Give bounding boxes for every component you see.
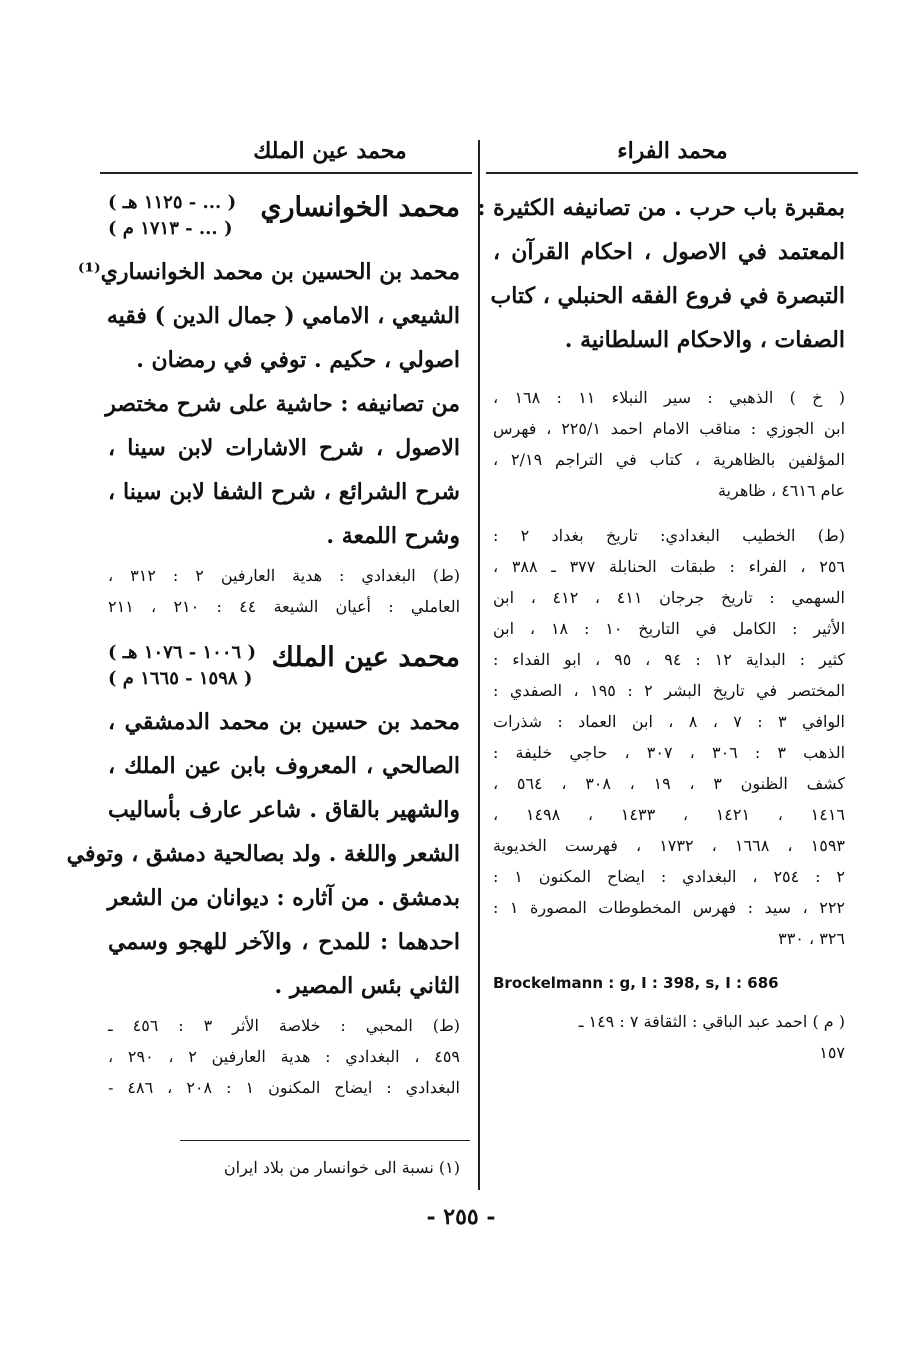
ref-line: ٣٢٦ ، ٣٣٠ <box>778 929 845 948</box>
column-divider <box>478 140 480 1190</box>
body-line: المعتمد في الاصول ، احكام القرآن ، <box>493 239 845 265</box>
ref-line: الذهب ٣ : ٣٠٦ ، ٣٠٧ ، حاجي خليفة : <box>493 743 846 762</box>
ref-line: السهمي : تاريخ جرجان ٤١١ ، ٤١٢ ، ابن <box>493 588 845 607</box>
body-line: شرح الشرائع ، شرح الشفا لابن سينا ، <box>108 479 460 505</box>
body-line: وشرح اللمعة . <box>326 523 460 549</box>
body-line: محمد بن الحسين بن محمد الخوانساري⁽¹⁾ <box>77 259 460 285</box>
dates-gregorian: ( ١٥٩٨ - ١٦٦٥ م ) <box>108 668 253 689</box>
ref-line: العاملي : أعيان الشيعة ٤٤ : ٢١٠ ، ٢١١ <box>108 597 461 616</box>
header-rule-right <box>486 172 858 174</box>
entry-heading-ayn-al-malik <box>108 634 460 700</box>
header-rule-left <box>100 172 472 174</box>
body-line: الشيعي ، الامامي ( جمال الدين ) فقيه <box>106 303 460 329</box>
ref-line: الوافي ٣ : ٧ ، ٨ ، ابن العماد : شذرات <box>493 712 845 731</box>
ref-line: البغدادي : ايضاح المكنون ١ : ٢٠٨ ، ٤٨٦ - <box>108 1078 461 1097</box>
right-refs-kh <box>493 382 845 506</box>
body-line: الصفات ، والاحكام السلطانية . <box>564 327 845 353</box>
body-line: الثاني بئس المصير . <box>274 973 460 999</box>
body-line: احدهما : للمدح ، والآخر للهجو وسمي <box>108 929 460 955</box>
entry-dates <box>108 640 256 692</box>
ref-line: ( م ) احمد عبد الباقي : الثقافة ٧ : ١٤٩ ـ <box>578 1012 845 1031</box>
body-line: التبصرة في فروع الفقه الحنبلي ، كتاب <box>490 283 845 309</box>
entry-name: محمد الخوانساري <box>260 192 460 223</box>
body-line: الصالحي ، المعروف بابن عين الملك ، <box>108 753 460 779</box>
entry-heading-khwansari <box>108 184 460 250</box>
entry-body <box>66 700 460 1008</box>
entry-refs <box>108 560 460 622</box>
ref-line: عام ٤٦١٦ ، ظاهرية <box>717 481 845 500</box>
entry-refs <box>108 1010 460 1103</box>
entry-dates <box>108 190 236 242</box>
ref-line: ( خ ) الذهبي : سير النبلاء ١١ : ١٦٨ ، <box>493 388 846 407</box>
right-column <box>477 186 846 1068</box>
ref-line: ١٥٩٣ ، ١٦٦٨ ، ١٧٣٢ ، فهرست الخديوية <box>493 836 845 855</box>
ref-line: ٤٥٩ ، البغدادي : هدية العارفين ٢ ، ٢٩٠ ، <box>108 1047 461 1066</box>
body-line: الشعر واللغة . ولد بصالحية دمشق ، وتوفي <box>66 841 460 867</box>
page-number: - ٢٥٥ - <box>426 1204 496 1230</box>
right-body <box>477 186 845 362</box>
body-line: والشهير بالقاق . شاعر عارف بأساليب <box>108 797 460 823</box>
right-refs-m <box>493 1006 845 1068</box>
ref-line: (ط) البغدادي : هدية العارفين ٢ : ٣١٢ ، <box>108 566 461 585</box>
ref-line: المؤلفين بالظاهرية ، كتاب في التراجم ٢/١٩ ، <box>493 450 845 469</box>
body-line: محمد بن حسين بن محمد الدمشقي ، <box>108 709 460 735</box>
footnote-rule <box>180 1140 470 1141</box>
body-line: بمقبرة باب حرب . من تصانيفه الكثيرة : <box>477 195 845 221</box>
footnote: (١) نسبة الى خوانسار من بلاد ايران <box>223 1158 460 1177</box>
brockelmann-ref: Brockelmann : g, I : 398, s, I : 686 <box>493 974 779 992</box>
dates-hijri: ( ... - ١١٢٥ هـ ) <box>108 192 237 213</box>
body-line: الاصول ، شرح الاشارات لابن سينا ، <box>108 435 460 461</box>
body-line: من تصانيفه : حاشية على شرح مختصر <box>105 391 460 417</box>
left-running-head: محمد عين الملك <box>253 138 407 164</box>
dates-gregorian: ( ... - ١٧١٣ م ) <box>108 218 233 239</box>
ref-line: (ط) الخطيب البغدادي: تاريخ بغداد ٢ : <box>493 526 845 545</box>
ref-line: ٢٢٢ ، سيد : فهرس المخطوطات المصورة ١ : <box>493 898 845 917</box>
ref-line: ١٥٧ <box>819 1043 845 1062</box>
ref-line: ٢ : ٢٥٤ ، البغدادي : ايضاح المكنون ١ : <box>493 867 846 886</box>
right-running-head: محمد الفراء <box>617 138 728 164</box>
right-refs-t <box>493 520 845 954</box>
ref-line: كثير : البداية ١٢ : ٩٤ ، ٩٥ ، ابو الفداء : <box>493 650 846 669</box>
body-line: بدمشق . من آثاره : ديوانان من الشعر <box>107 885 460 911</box>
body-line: اصولي ، حكيم . توفي في رمضان . <box>136 347 460 373</box>
ref-line: ابن الجوزي : مناقب الامام احمد ٢٢٥/١ ، فهرس <box>493 419 846 438</box>
ref-line: ٢٥٦ ، الفراء : طبقات الحنابلة ٣٧٧ ـ ٣٨٨ ، <box>493 557 846 576</box>
entry-body <box>77 250 460 558</box>
left-column <box>66 184 461 1103</box>
ref-line: (ط) المحبي : خلاصة الأثر ٣ : ٤٥٦ ـ <box>108 1016 460 1035</box>
entry-name: محمد عين الملك <box>271 642 460 673</box>
dates-hijri: ( ١٠٠٦ - ١٠٧٦ هـ ) <box>108 642 256 663</box>
ref-line: الأثير : الكامل في التاريخ ١٠ : ١٨ ، ابن <box>493 619 846 638</box>
ref-line: المختصر في تاريخ البشر ٢ : ١٩٥ ، الصفدي : <box>493 681 846 700</box>
ref-line: ١٤١٦ ، ١٤٢١ ، ١٤٣٣ ، ١٤٩٨ ، <box>493 805 845 824</box>
ref-line: كشف الظنون ٣ ، ١٩ ، ٣٠٨ ، ٥٦٤ ، <box>493 774 846 793</box>
